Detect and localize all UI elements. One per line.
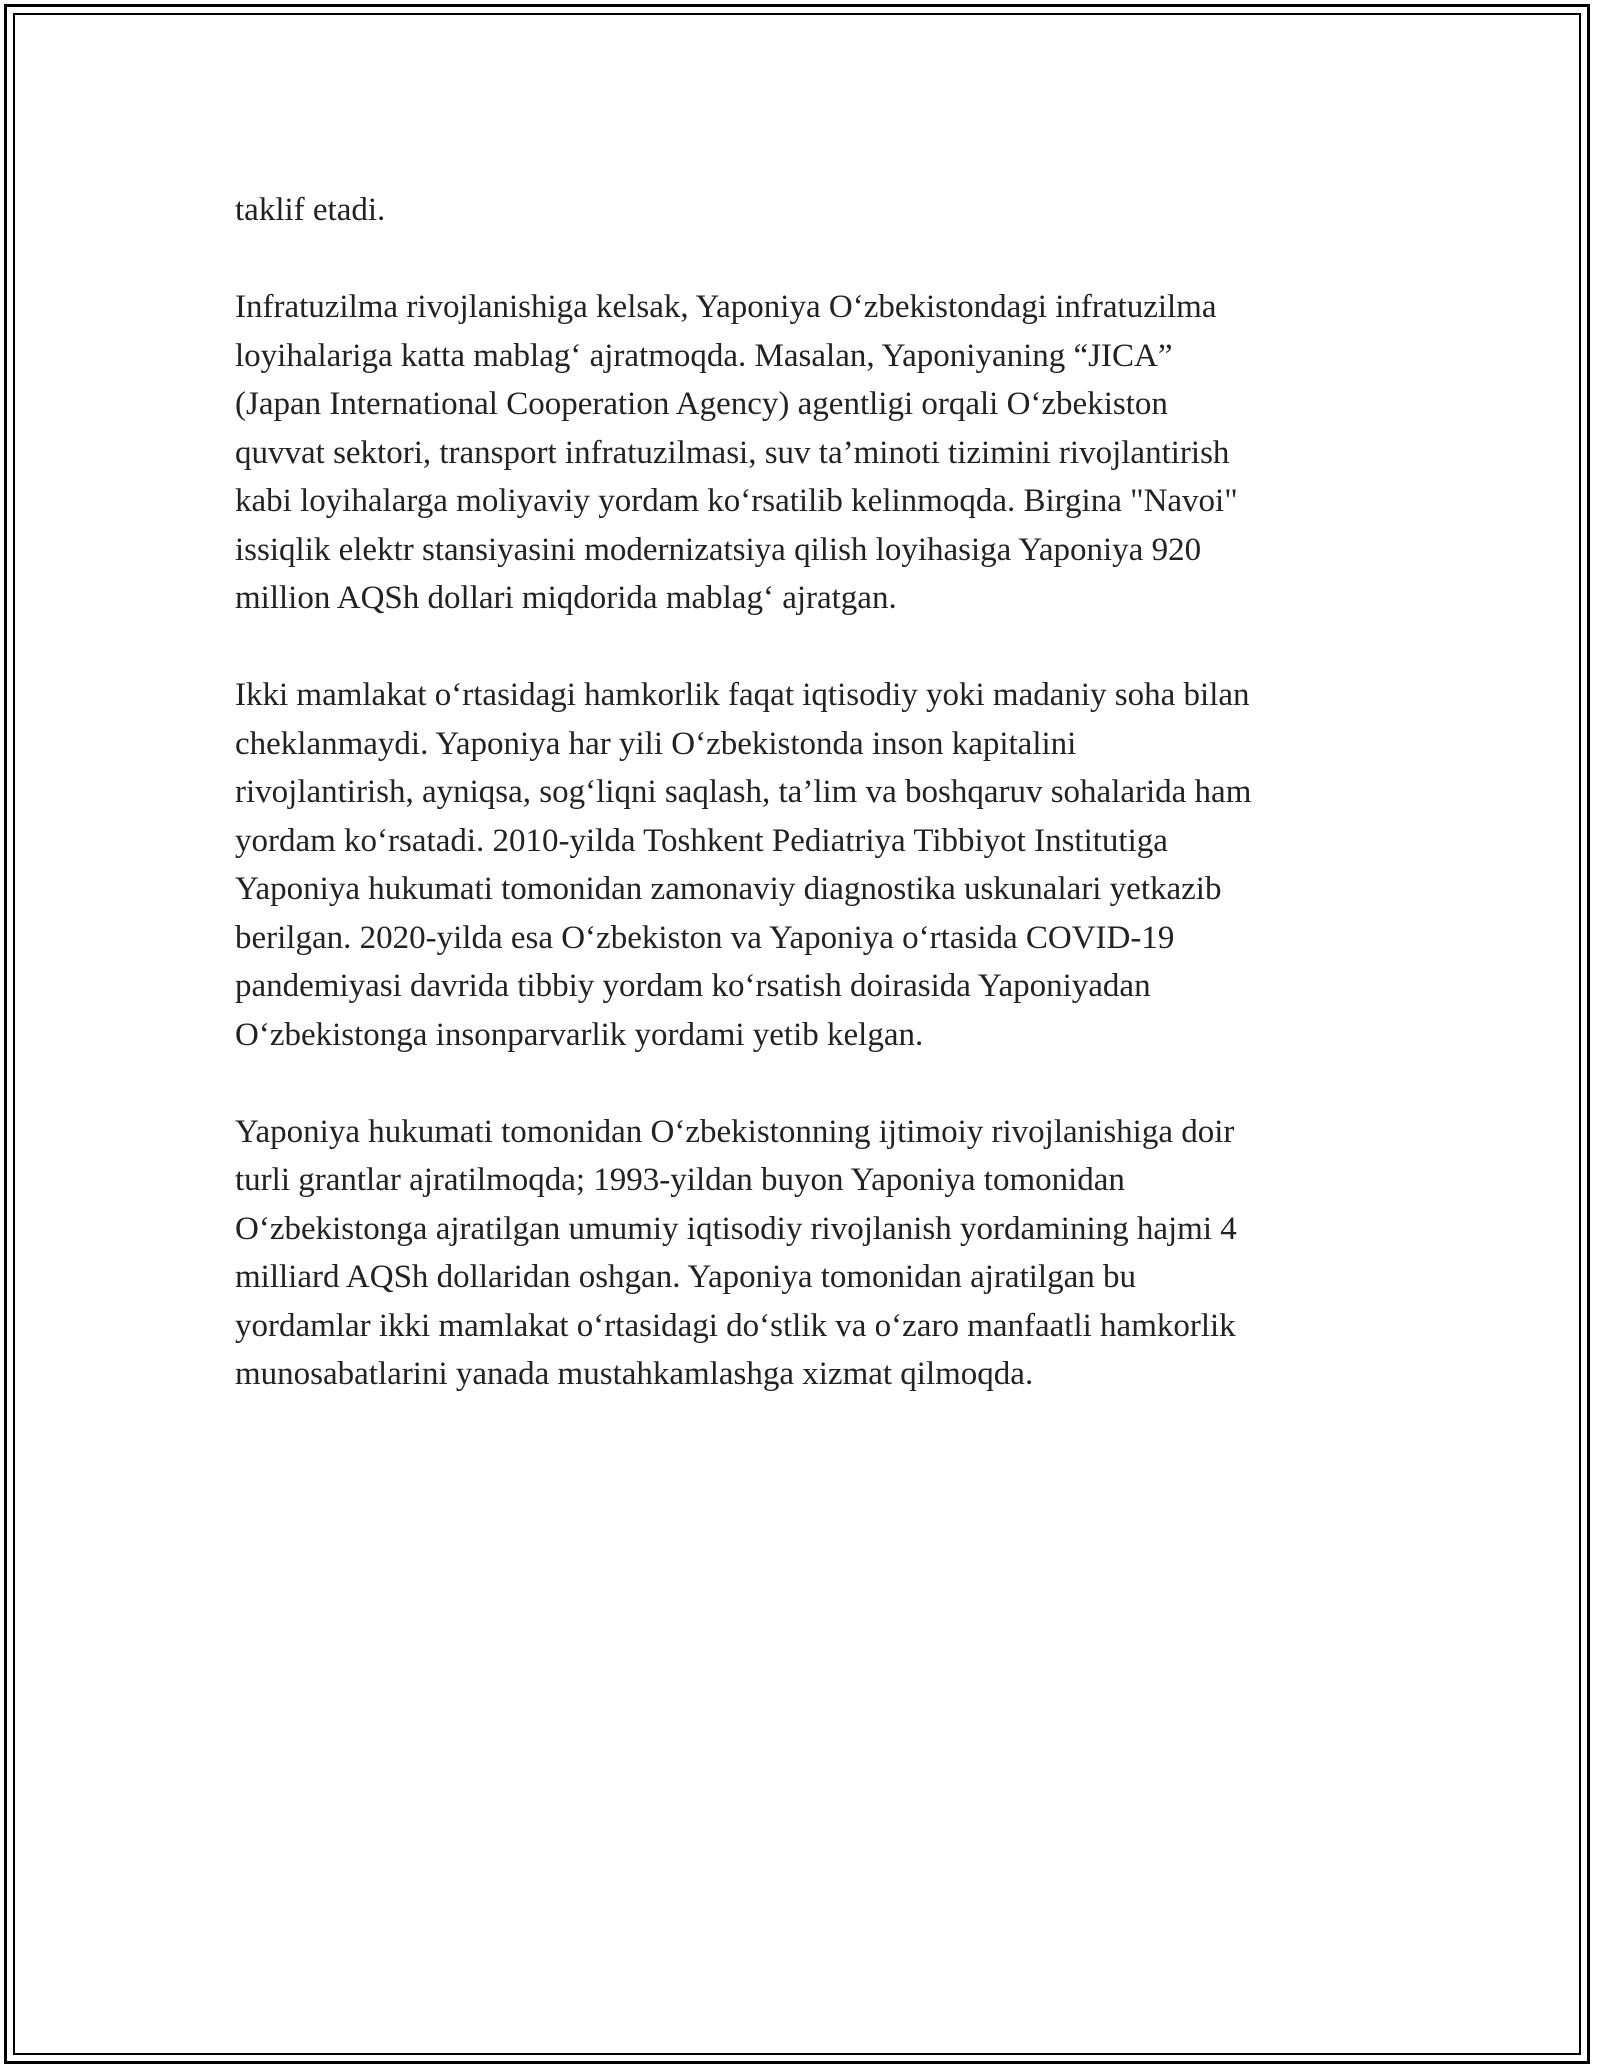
text-line: turli grantlar ajratilmoqda; 1993-yildan buyon Yaponiya tomonidan [235,1162,1125,1198]
text-line: Infratuzilma rivojlanishiga kelsak, Yaponiya O‘zbekistondagi infratuzilma [235,289,1217,325]
document-body [235,186,1395,1447]
text-line: quvvat sektori, transport infratuzilmasi, suv ta’minoti tizimini rivojlantirish [235,434,1230,471]
text-line: rivojlantirish, ayniqsa, sog‘liqni saqlash, ta’lim va boshqaruv sohalarida ham [235,774,1252,810]
text-line: munosabatlarini yanada mustahkamlashga xizmat qilmoqda. [235,1356,1034,1392]
text-line: taklif etadi. [235,192,386,228]
paragraph-4 [235,1108,1395,1399]
text-line: loyihalariga katta mablag‘ ajratmoqda. Masalan, Yaponiyaning “JICA” [235,337,1173,374]
paragraph-2 [235,283,1395,623]
text-line: pandemiyasi davrida tibbiy yordam ko‘rsatish doirasida Yaponiyadan [235,968,1151,1004]
text-line: yordam ko‘rsatadi. 2010-yilda Toshkent Pediatriya Tibbiyot Institutiga [235,822,1168,859]
text-line: O‘zbekistonga ajratilgan umumiy iqtisodiy rivojlanish yordamining hajmi 4 [235,1210,1237,1247]
text-line: yordamlar ikki mamlakat o‘rtasidagi do‘stlik va o‘zaro manfaatli hamkorlik [235,1307,1236,1344]
paragraph-1 [235,186,1395,235]
text-line: Ikki mamlakat o‘rtasidagi hamkorlik faqat iqtisodiy yoki madaniy soha bilan [235,677,1250,713]
text-line: issiqlik elektr stansiyasini modernizatsiya qilish loyihasiga Yaponiya 920 [235,531,1202,568]
text-line: (Japan International Cooperation Agency) agentligi orqali O‘zbekiston [235,386,1168,422]
text-line: O‘zbekistonga insonparvarlik yordami yetib kelgan. [235,1016,924,1053]
text-line: Yaponiya hukumati tomonidan O‘zbekistonning ijtimoiy rivojlanishiga doir [235,1113,1235,1150]
text-line: kabi loyihalarga moliyaviy yordam ko‘rsatilib kelinmoqda. Birgina "Navoi" [235,483,1238,519]
text-line: Yaponiya hukumati tomonidan zamonaviy diagnostika uskunalari yetkazib [235,871,1222,907]
text-line: million AQSh dollari miqdorida mablag‘ ajratgan. [235,580,897,616]
paragraph-3 [235,671,1395,1059]
text-line: milliard AQSh dollaridan oshgan. Yaponiya tomonidan ajratilgan bu [235,1259,1136,1295]
text-line: berilgan. 2020-yilda esa O‘zbekiston va Yaponiya o‘rtasida COVID-19 [235,919,1175,956]
text-line: cheklanmaydi. Yaponiya har yili O‘zbekistonda inson kapitalini [235,725,1077,762]
